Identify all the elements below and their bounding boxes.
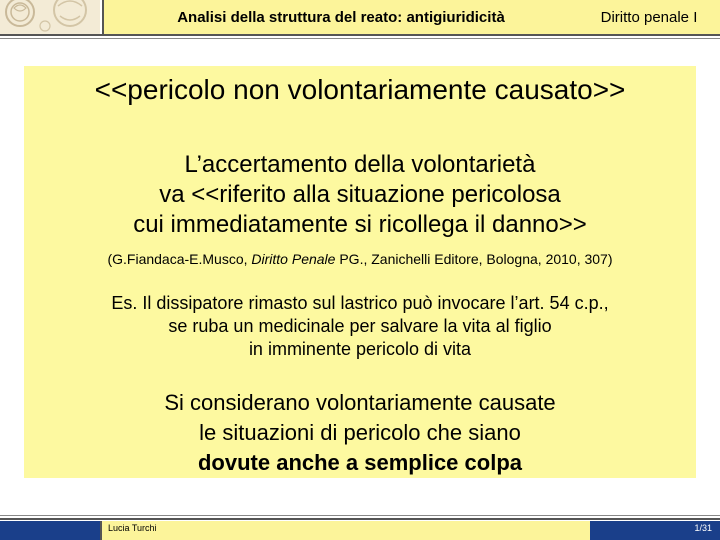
example-line: se ruba un medicinale per salvare la vita al figlio xyxy=(168,316,552,336)
example-text xyxy=(24,292,696,361)
slide-content xyxy=(24,66,696,478)
citation-details: PG., Zanichelli Editore, Bologna, 2010, 307) xyxy=(335,251,613,267)
slide-title: <<pericolo non volontariamente causato>> xyxy=(94,74,626,105)
rule-statement xyxy=(24,388,696,478)
quote-line: cui immediatamente si ricollega il danno>> xyxy=(133,211,587,238)
example-line: Es. Il dissipatore rimasto sul lastrico può invocare l’art. 54 c.p., xyxy=(111,293,609,313)
rule-emphasis: dovute anche a semplice colpa xyxy=(197,450,522,475)
example-line: in imminente pericolo di vita xyxy=(248,339,472,359)
bibliographic-citation xyxy=(24,250,696,268)
university-seal-logo xyxy=(0,0,100,34)
citation-book-title: Diritto Penale xyxy=(251,251,336,267)
header-divider xyxy=(0,34,720,36)
footer-divider-thin xyxy=(0,515,720,516)
rule-line: Si considerano volontariamente causate xyxy=(164,390,556,415)
quote-line: va <<riferito alla situazione pericolosa xyxy=(159,181,561,208)
footer-author: Lucia Turchi xyxy=(100,521,590,540)
footer-left-bar xyxy=(0,521,100,540)
quote-line: L’accertamento della volontarietà xyxy=(184,151,536,178)
page-number: 1/31 xyxy=(590,521,720,540)
rule-line: le situazioni di pericolo che siano xyxy=(199,420,521,445)
header-divider-thin xyxy=(0,38,720,39)
citation-authors: (G.Fiandaca-E.Musco, xyxy=(107,251,252,267)
doctrine-quote xyxy=(24,150,696,240)
header-title: Analisi della struttura del reato: antigiuridicità xyxy=(102,0,580,34)
footer-divider xyxy=(0,518,720,520)
course-name: Diritto penale I xyxy=(578,0,720,34)
